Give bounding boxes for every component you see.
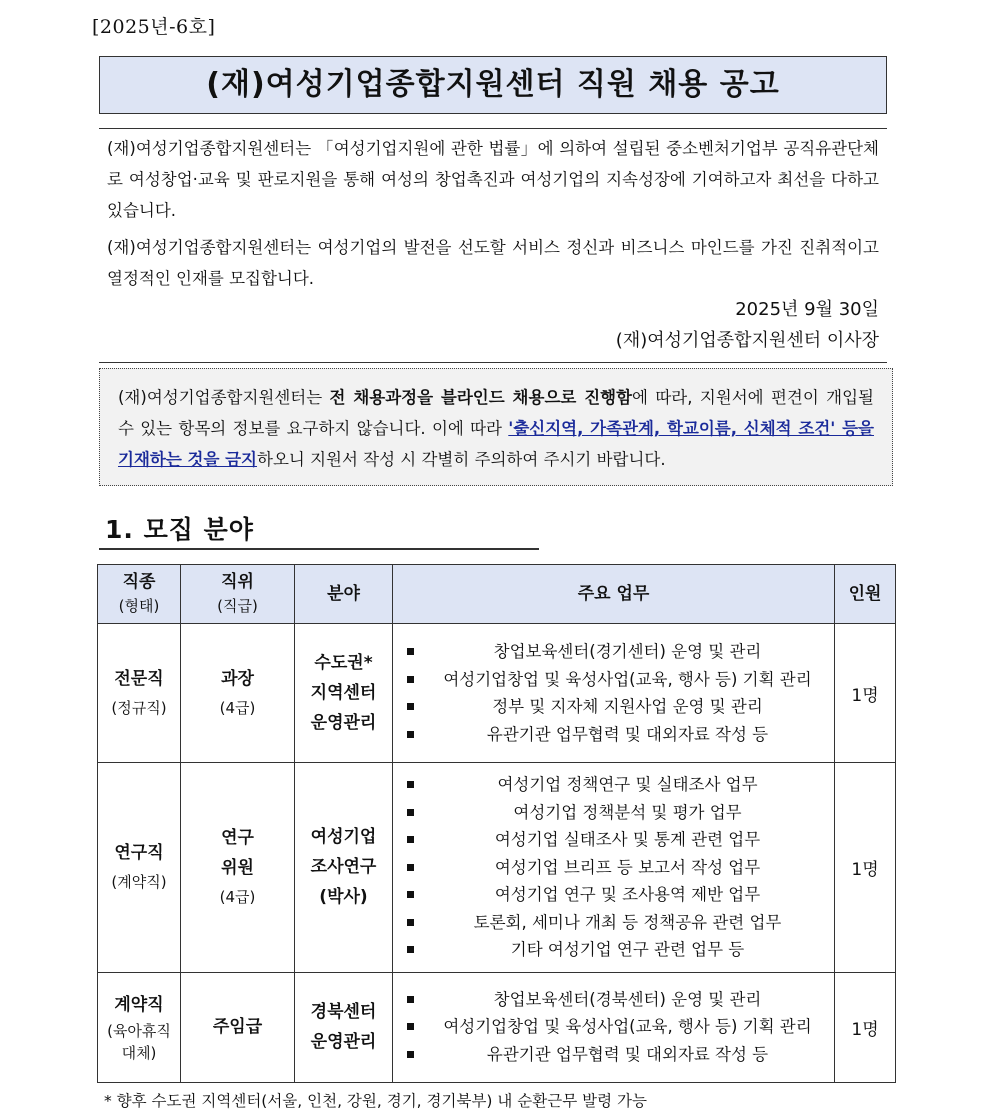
notice-prohibited-items: '출신지역, 가족관계, 학교이름, 신체적 조건' 등을 기재하는 것을 금지 [118, 419, 874, 469]
job-type-text: 전문직 [114, 669, 164, 689]
cell-field [295, 972, 393, 1082]
field-line: 운영관리 [310, 1032, 377, 1052]
document-number: [2025년-6호] [92, 16, 216, 38]
job-type-text: 계약직 [114, 995, 164, 1015]
duties-list [403, 771, 828, 964]
header-position-label: 직위 [221, 572, 254, 592]
duty-item: 여성기업창업 및 육성사업(교육, 행사 등) 기획 관리 [403, 1013, 828, 1041]
cell-field [295, 624, 393, 763]
cell-headcount: 1명 [835, 972, 896, 1082]
duty-item: 유관기관 업무협력 및 대외자료 작성 등 [403, 721, 828, 749]
table-row [98, 972, 896, 1082]
duty-item: 여성기업 연구 및 조사용역 제반 업무 [403, 881, 828, 909]
announcement-date: 2025년 9월 30일 [735, 299, 879, 320]
duty-item: 창업보육센터(경북센터) 운영 및 관리 [403, 986, 828, 1014]
notice-text-3: 하오니 지원서 작성 시 각별히 주의하여 주시기 바랍니다. [257, 450, 666, 469]
recruitment-table [97, 564, 896, 1083]
header-duties: 주요 업무 [393, 565, 835, 624]
position-sub: (4급) [219, 699, 256, 717]
cell-headcount: 1명 [835, 763, 896, 973]
field-line: 수도권* [314, 653, 373, 673]
job-type-sub: (정규직) [111, 699, 167, 717]
duty-item: 여성기업 정책연구 및 실태조사 업무 [403, 771, 828, 799]
job-type-sub: (육아휴직 [107, 1022, 171, 1040]
cell-headcount: 1명 [835, 624, 896, 763]
table-row [98, 763, 896, 973]
job-type-text: 연구직 [114, 843, 164, 864]
job-type-sub: 대체) [121, 1044, 157, 1062]
duty-item: 유관기관 업무협력 및 대외자료 작성 등 [403, 1041, 828, 1069]
field-line: 여성기업 [310, 827, 377, 848]
page-title: (재)여성기업종합지원센터 직원 채용 공고 [99, 56, 887, 114]
cell-job-type [98, 972, 181, 1082]
header-headcount: 인원 [835, 565, 896, 624]
field-line: 운영관리 [310, 713, 377, 733]
position-sub: (4급) [219, 888, 256, 907]
duty-item: 정부 및 지자체 지원사업 운영 및 관리 [403, 693, 828, 721]
cell-duties [393, 972, 835, 1082]
header-position [181, 565, 295, 624]
position-text: 주임급 [212, 1017, 263, 1037]
duty-item: 여성기업 정책분석 및 평가 업무 [403, 799, 828, 827]
duty-item: 여성기업창업 및 육성사업(교육, 행사 등) 기획 관리 [403, 666, 828, 694]
cell-position [181, 763, 295, 973]
header-field: 분야 [295, 565, 393, 624]
intro-paragraph-1: (재)여성기업종합지원센터는 「여성기업지원에 관한 법률」에 의하여 설립된 중소벤처기업부 공직유관단체로 여성창업·교육 및 판로지원을 통해 여성의 창업촉진과 여성기업의 지속성장에 기여하고자 최선을 다하고 있습니다. [107, 139, 879, 220]
header-job-type-label: 직종 [122, 572, 156, 592]
intro-section [99, 128, 887, 363]
field-line: (박사) [319, 887, 368, 908]
duties-list [403, 986, 828, 1069]
cell-position [181, 624, 295, 763]
notice-text-2: 에 따라, 지원서에 편견이 개입될 수 있는 항목의 정보를 요구하지 않습니다. 이에 따라 [118, 388, 874, 438]
announcement-signer: (재)여성기업종합지원센터 이사장 [615, 330, 879, 351]
cell-position [181, 972, 295, 1082]
cell-field [295, 763, 393, 973]
duty-item: 여성기업 실태조사 및 통계 관련 업무 [403, 826, 828, 854]
notice-text-1: (재)여성기업종합지원센터는 [118, 388, 330, 407]
field-line: 지역센터 [310, 683, 377, 703]
job-type-sub: (계약직) [111, 873, 167, 892]
field-line: 경북센터 [310, 1002, 377, 1022]
cell-job-type [98, 763, 181, 973]
cell-job-type [98, 624, 181, 763]
table-header-row [98, 565, 896, 624]
position-text: 연구 [221, 828, 254, 849]
position-text: 과장 [221, 669, 254, 689]
table-row [98, 624, 896, 763]
duty-item: 기타 여성기업 연구 관련 업무 등 [403, 936, 828, 964]
section-heading-recruitment-fields: 1. 모집 분야 [99, 510, 539, 550]
duty-item: 여성기업 브리프 등 보고서 작성 업무 [403, 854, 828, 882]
position-text: 위원 [221, 858, 254, 879]
duties-list [403, 638, 828, 748]
field-line: 조사연구 [310, 857, 377, 878]
blind-recruitment-notice [99, 368, 893, 486]
header-position-sub: (직급) [217, 597, 258, 615]
duty-item: 토론회, 세미나 개최 등 정책공유 관련 업무 [403, 909, 828, 937]
duty-item: 창업보육센터(경기센터) 운영 및 관리 [403, 638, 828, 666]
cell-duties [393, 624, 835, 763]
footnote: * 향후 수도권 지역센터(서울, 인천, 강원, 경기, 경기북부) 내 순환근무 발령 가능 [104, 1092, 647, 1110]
intro-paragraph-2: (재)여성기업종합지원센터는 여성기업의 발전을 선도할 서비스 정신과 비즈니스 마인드를 가진 진취적이고 열정적인 인재를 모집합니다. [107, 238, 879, 288]
cell-duties [393, 763, 835, 973]
header-job-type-sub: (형태) [118, 597, 160, 615]
notice-bold-text: 전 채용과정을 블라인드 채용으로 진행함 [329, 388, 633, 407]
header-job-type [98, 565, 181, 624]
